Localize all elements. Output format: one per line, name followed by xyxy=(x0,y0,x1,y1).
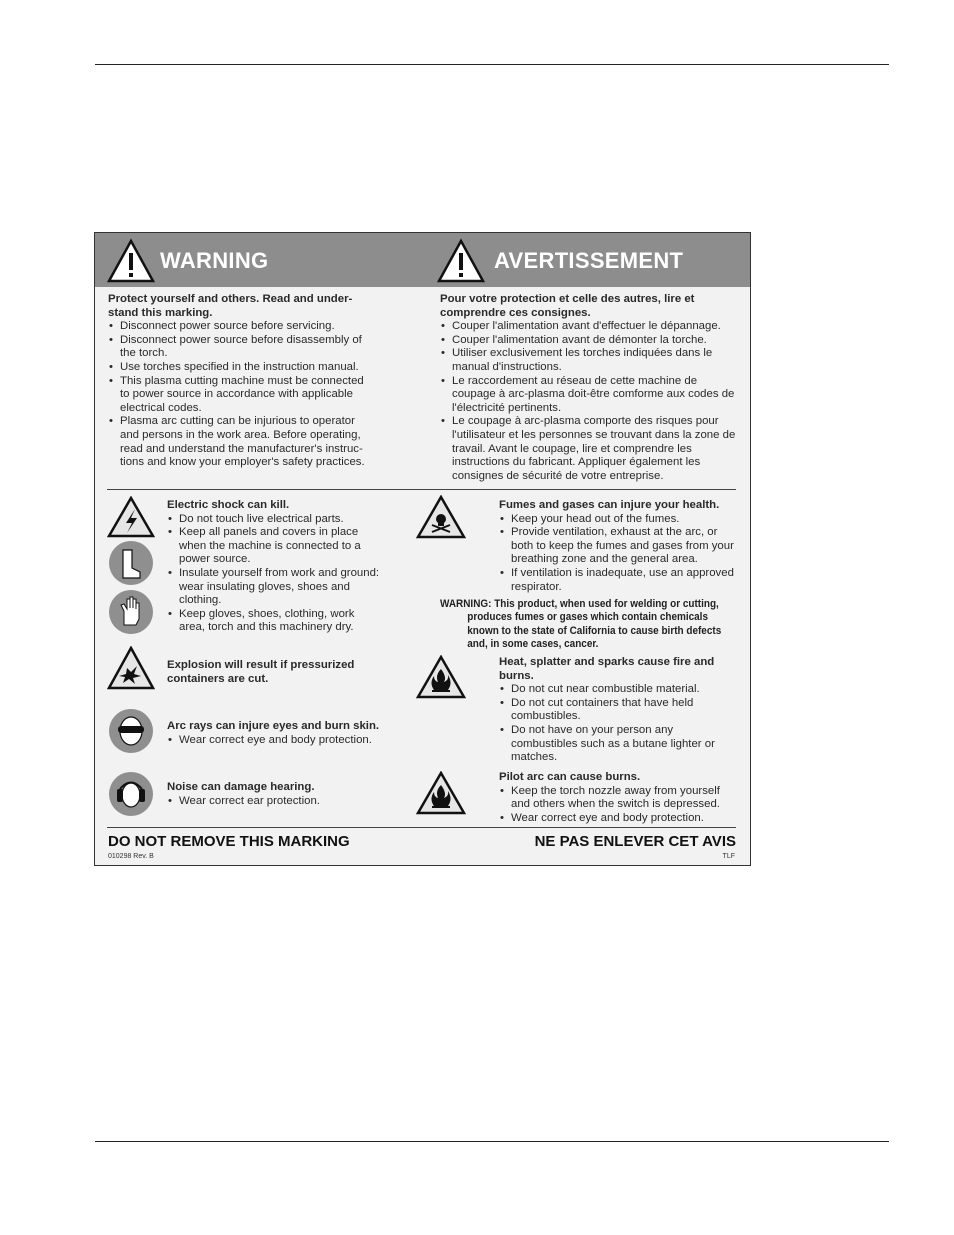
footer-divider xyxy=(107,827,736,828)
fumes-hazard xyxy=(499,499,735,594)
warning-label xyxy=(94,232,751,866)
english-lead: Protect yourself and others. Read and under-stand this marking. xyxy=(108,293,353,319)
arc-rays-hazard xyxy=(167,720,387,747)
warning-header-bar xyxy=(95,233,750,287)
list-item: • Insulate yourself from work and ground: wear insulating gloves, shoes and clothing. xyxy=(167,567,382,608)
california-warning xyxy=(440,598,739,652)
label-code: TLF xyxy=(722,853,735,860)
noise-hazard xyxy=(167,781,387,808)
hazard-title: Noise can damage hearing. xyxy=(167,781,315,793)
list-item: • If ventilation is inadequate, use an approved respirator. xyxy=(499,567,735,594)
california-warning-rest: produces fumes or gases which contain chemicals known to the state of California to cause birth defects and, in some cases, cancer. xyxy=(467,611,722,651)
california-warning-first: WARNING: This product, when used for welding or cutting, xyxy=(440,598,719,610)
warning-triangle-icon xyxy=(436,238,486,284)
avertissement-heading: AVERTISSEMENT xyxy=(494,248,684,273)
list-item: • Do not cut containers that have held combustibles. xyxy=(499,697,735,724)
explosion-icon xyxy=(107,646,155,690)
list-item: • Couper l'alimentation avant d'effectuer le dépannage. xyxy=(440,320,736,334)
warning-heading: WARNING xyxy=(160,248,269,273)
hazard-title: Heat, splatter and sparks cause fire and burns. xyxy=(499,656,715,682)
boot-icon xyxy=(108,540,154,586)
list-item: • Wear correct ear protection. xyxy=(167,795,387,809)
top-rule xyxy=(95,64,889,65)
ne-pas-enlever-text: NE PAS ENLEVER CET AVIS xyxy=(534,833,736,850)
list-item: • Plasma arc cutting can be injurious to operator and persons in the work area. Before operating, read and understand the manufacturer's instruc-tions and know your employer's safety practices. xyxy=(108,415,374,469)
list-item: • Utiliser exclusivement les torches indiquées dans le manual d'instructions. xyxy=(440,347,736,374)
list-item: • Couper l'alimentation avant de démonter la torche. xyxy=(440,334,736,348)
pilot-arc-hazard xyxy=(499,771,735,825)
list-item: • Le coupage à arc-plasma comporte des risques pour l'utilisateur et les personnes se trouvant dans la zone de travail. Avant le coupage, lire et comprendre les instructions du fabricant. Appliquer également les consignes de sécurité de votre entreprise. xyxy=(440,415,736,483)
section-divider xyxy=(107,489,736,490)
list-item: • Keep your head out of the fumes. xyxy=(499,513,735,527)
glove-icon xyxy=(108,589,154,635)
part-number: 010298 Rev. B xyxy=(108,853,154,860)
do-not-remove-text: DO NOT REMOVE THIS MARKING xyxy=(108,833,350,850)
ear-protection-icon xyxy=(108,771,154,817)
hazard-title: Pilot arc can cause burns. xyxy=(499,771,641,783)
eye-protection-icon xyxy=(108,708,154,754)
list-item: • Keep all panels and covers in place when the machine is connected to a power source. xyxy=(167,526,382,567)
list-item: • Use torches specified in the instruction manual. xyxy=(108,361,374,375)
shock-hazard xyxy=(167,499,382,635)
list-item: • Do not cut near combustible material. xyxy=(499,683,735,697)
hazard-title: Fumes and gases can injure your health. xyxy=(499,499,720,511)
hazard-title: Arc rays can injure eyes and burn skin. xyxy=(167,720,380,732)
french-list xyxy=(440,320,736,483)
fire-icon xyxy=(416,655,466,699)
list-item: • Do not have on your person any combustibles such as a butane lighter or matches. xyxy=(499,724,735,765)
list-item: • Do not touch live electrical parts. xyxy=(167,513,382,527)
list-item: • Keep the torch nozzle away from yourself and others when the switch is depressed. xyxy=(499,785,735,812)
hazard-title: Electric shock can kill. xyxy=(167,499,290,511)
french-lead: Pour votre protection et celle des autres, lire et comprendre ces consignes. xyxy=(440,293,695,319)
list-item: • This plasma cutting machine must be connected to power source in accordance with applicable electrical codes. xyxy=(108,375,374,416)
fire-icon xyxy=(416,771,466,815)
list-item: • Disconnect power source before servicing. xyxy=(108,320,374,334)
english-instructions xyxy=(108,293,374,470)
heat-hazard xyxy=(499,656,735,765)
english-list xyxy=(108,320,374,470)
list-item: • Disconnect power source before disassembly of the torch. xyxy=(108,334,374,361)
list-item: • Provide ventilation, exhaust at the arc, or both to keep the fumes and gases from your breathing zone and the general area. xyxy=(499,526,735,567)
warning-triangle-icon xyxy=(106,238,156,284)
bottom-rule xyxy=(95,1141,889,1142)
list-item: • Le raccordement au réseau de cette machine de coupage à arc-plasma doit-être comforme aux codes de l'électricité pertinents. xyxy=(440,375,736,416)
list-item: • Keep gloves, shoes, clothing, work area, torch and this machinery dry. xyxy=(167,608,382,635)
hazard-title: Explosion will result if pressurized containers are cut. xyxy=(167,659,355,685)
list-item: • Wear correct eye and body protection. xyxy=(167,734,387,748)
list-item: • Wear correct eye and body protection. xyxy=(499,812,735,826)
french-instructions xyxy=(440,293,736,483)
explosion-hazard xyxy=(167,659,367,686)
electric-shock-icon xyxy=(107,496,155,538)
skull-crossbones-icon xyxy=(416,495,466,539)
